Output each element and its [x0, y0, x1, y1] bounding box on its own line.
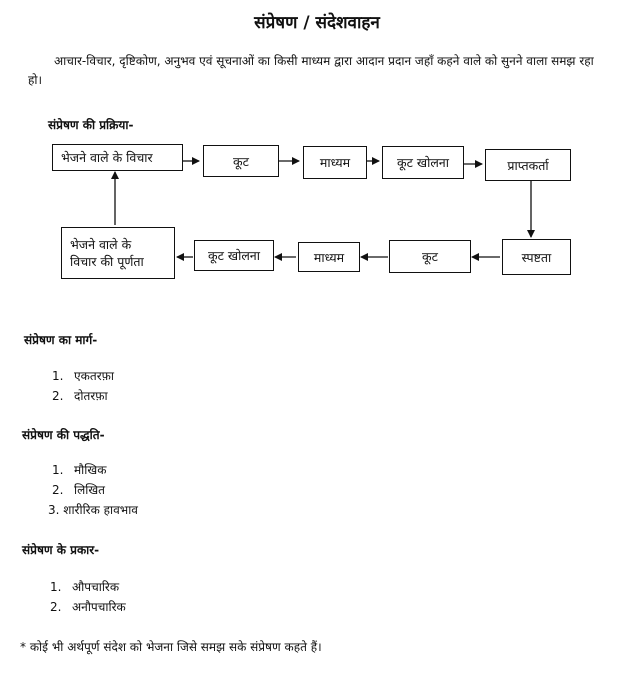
- box-decoding: कूट खोलना: [382, 146, 464, 179]
- methods-heading: संप्रेषण की पद्धति-: [22, 428, 105, 442]
- box-decoding-2: कूट खोलना: [194, 240, 274, 271]
- box-receiver: प्राप्तकर्ता: [485, 149, 571, 181]
- route-list: [52, 366, 114, 406]
- process-heading: संप्रेषण की प्रक्रिया-: [48, 118, 134, 132]
- box-medium: माध्यम: [303, 146, 367, 179]
- list-item: 1. मौखिक: [52, 463, 107, 477]
- box-clarity: स्पष्टता: [502, 239, 571, 275]
- route-heading: संप्रेषण का मार्ग-: [24, 333, 98, 347]
- methods-list: [48, 460, 138, 520]
- box-encoding: कूट: [203, 145, 279, 177]
- list-item: 2. दोतरफ़ा: [52, 389, 108, 403]
- types-heading: संप्रेषण के प्रकार-: [22, 543, 100, 557]
- list-item: 2. अनौपचारिक: [50, 600, 126, 614]
- fulfilment-line-1: भेजने वाले के: [70, 237, 132, 252]
- footnote: * कोई भी अर्थपूर्ण संदेश को भेजना जिसे समझ सके संप्रेषण कहते हैं।: [20, 640, 322, 654]
- fulfilment-line-2: विचार की पूर्णता: [70, 254, 144, 269]
- list-item: 1. एकतरफ़ा: [52, 369, 114, 383]
- box-encoding-2: कूट: [389, 240, 471, 273]
- list-item: 3. शारीरिक हावभाव: [48, 503, 138, 517]
- page-title: संप्रेषण / संदेशवाहन: [254, 13, 380, 33]
- box-medium-2: माध्यम: [298, 242, 360, 272]
- box-sender-fulfilment: [61, 227, 175, 279]
- list-item: 2. लिखित: [52, 483, 106, 497]
- box-sender-thoughts: भेजने वाले के विचार: [52, 144, 183, 171]
- list-item: 1. औपचारिक: [50, 580, 120, 594]
- types-list: [50, 577, 126, 617]
- intro-paragraph: आचार-विचार, दृष्टिकोण, अनुभव एवं सूचनाओं का किसी माध्यम द्वारा आदान प्रदान जहाँ कहने वाले को सुनने वाला समझ रहा हो।: [28, 54, 594, 87]
